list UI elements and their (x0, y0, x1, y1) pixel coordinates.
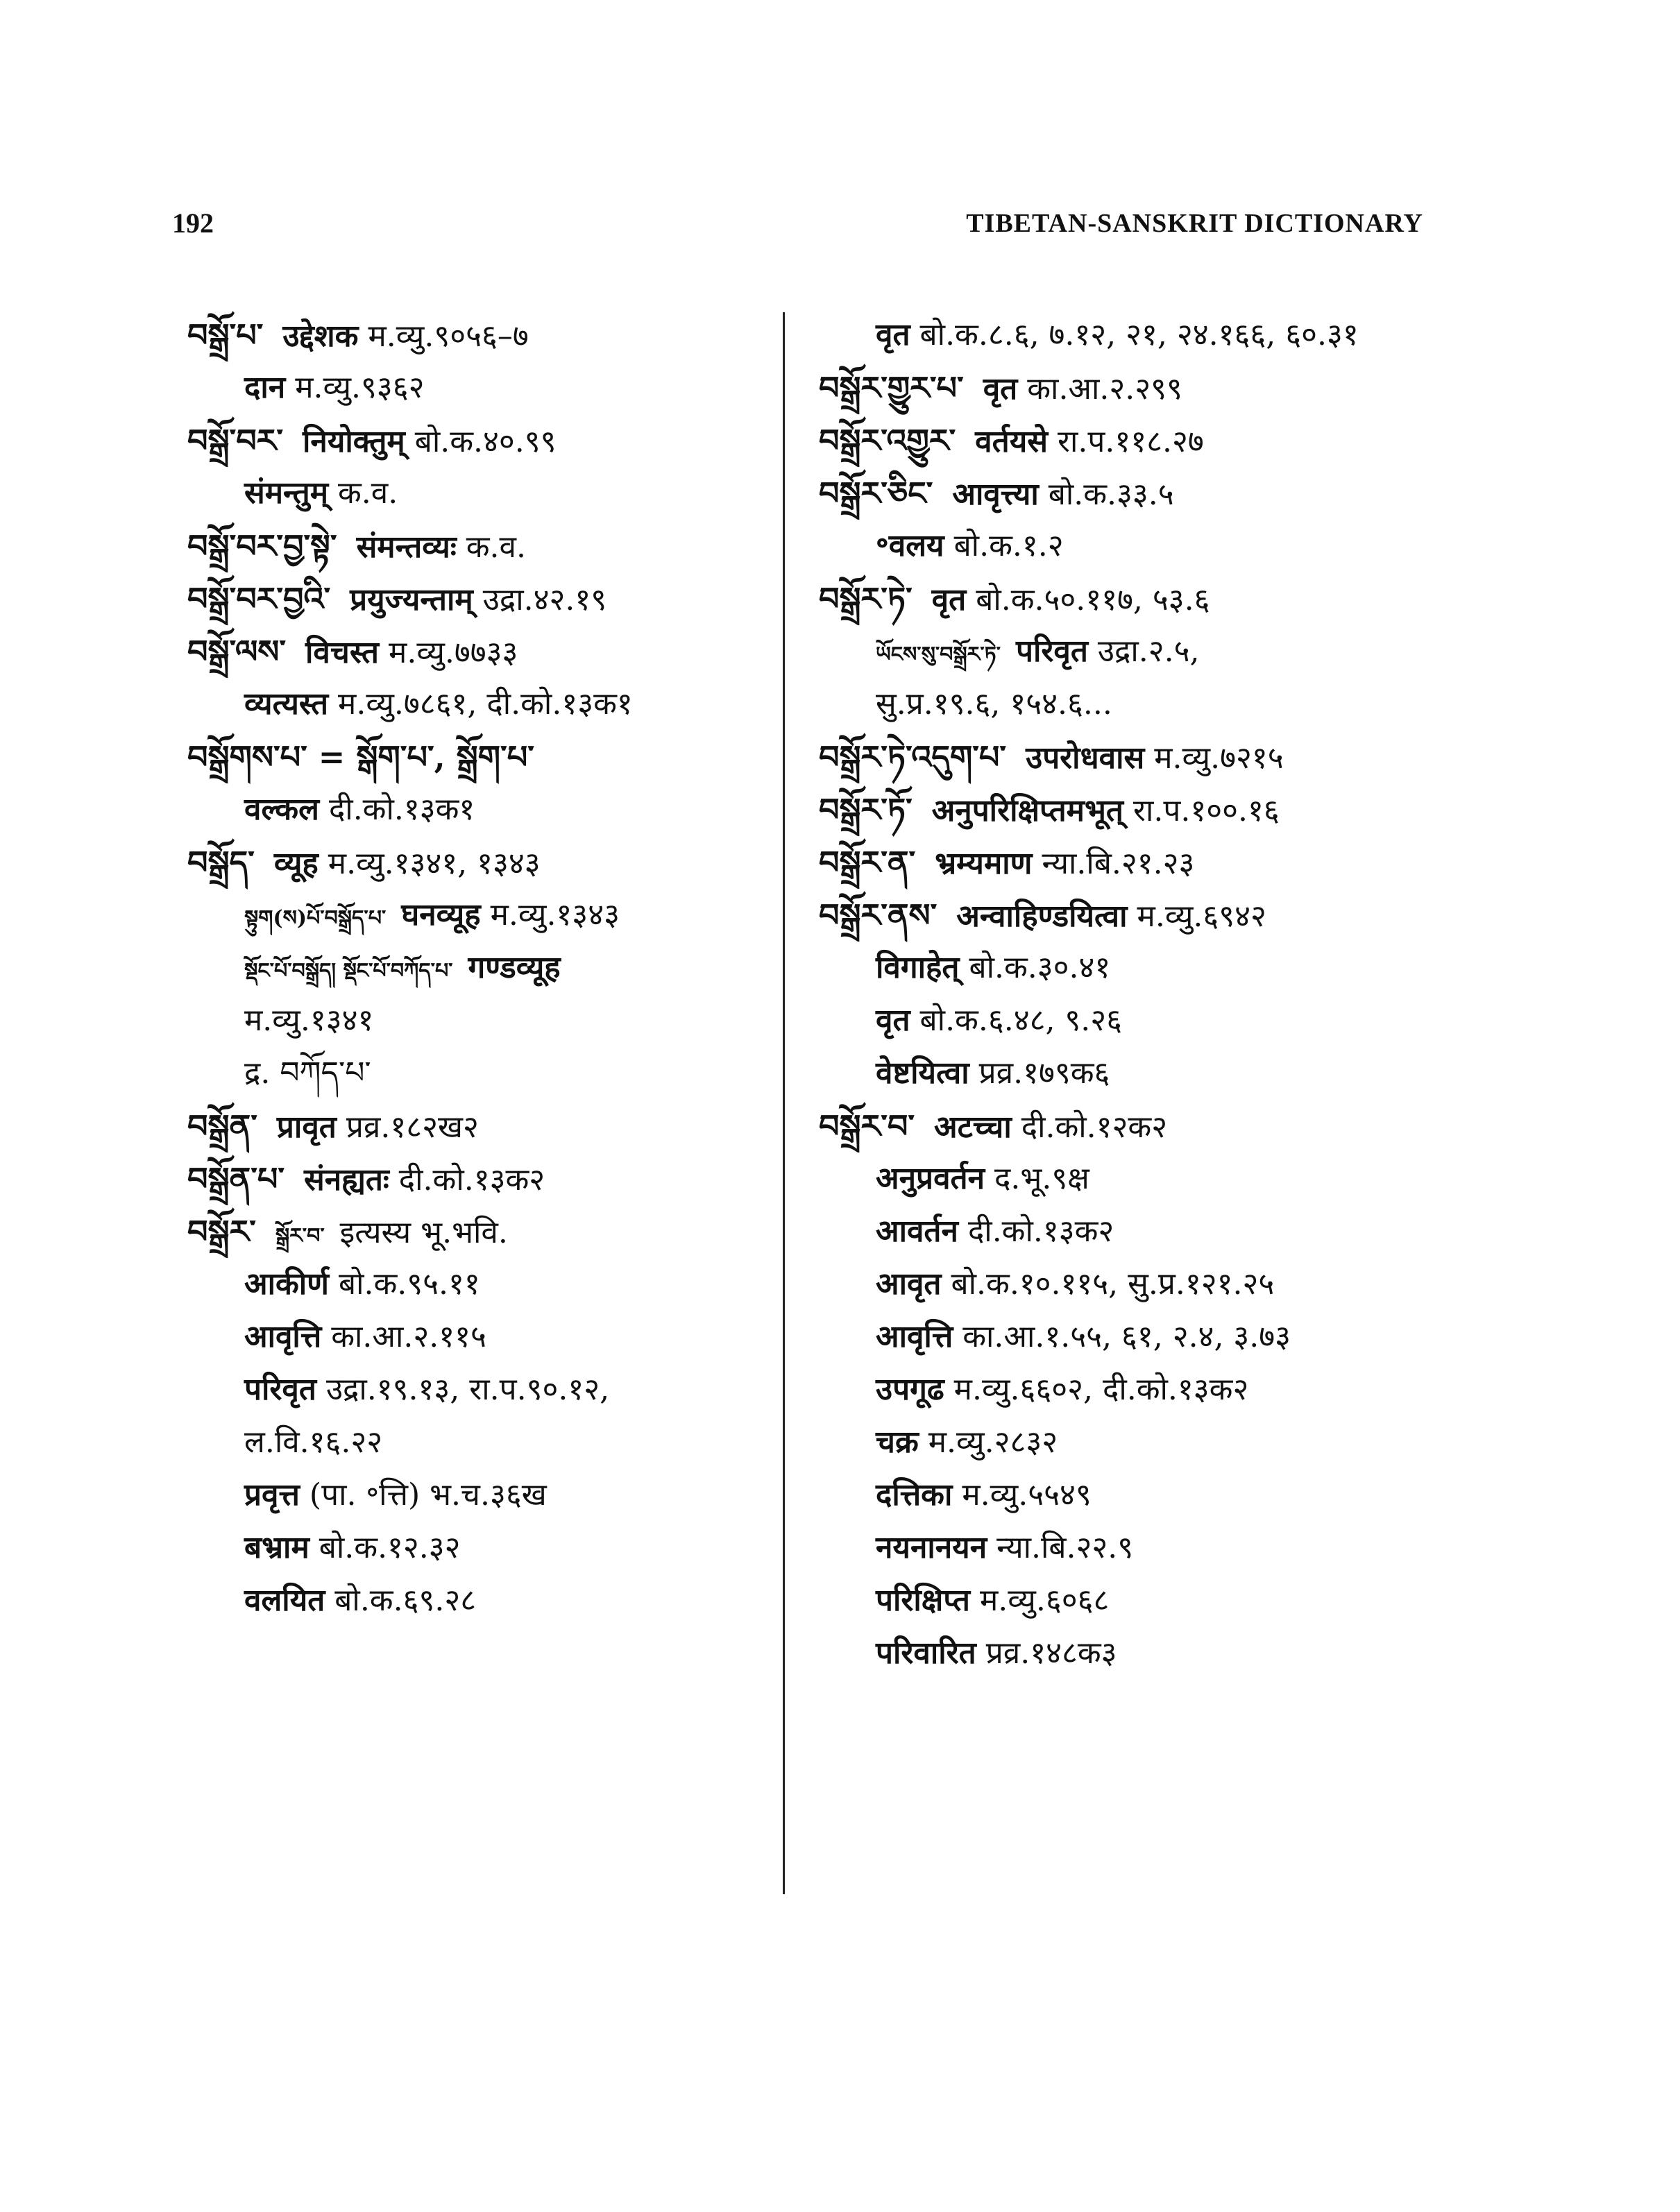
dictionary-line (187, 731, 763, 783)
tibetan-headword: བསྒྲོ་བར་བྱ་སྟེ་ (187, 527, 337, 565)
dictionary-line (819, 361, 1443, 414)
dictionary-line (819, 572, 1443, 625)
source-reference: म.व्यु.९०५६–७ (368, 318, 529, 354)
tibetan-headword: བསྒྲོར་ནས་ (819, 896, 937, 934)
source-reference: म.व्यु.७७३३ (389, 635, 518, 670)
source-reference: म.व्यु.६०६८ (979, 1583, 1110, 1618)
source-reference: क.व. (466, 529, 526, 565)
source-reference: सु.प्र.१९.६, १५४.६... (876, 686, 1112, 722)
right-column (819, 309, 1443, 1680)
source-reference: प्रव्र.१४८क३ (985, 1635, 1117, 1671)
dictionary-line (187, 889, 763, 942)
dictionary-line (819, 994, 1443, 1047)
dictionary-line (819, 1416, 1443, 1469)
source-reference: दी.को.१३क२ (967, 1214, 1114, 1249)
sanskrit-equivalent: विगाहेत् (876, 950, 960, 985)
dictionary-line (819, 678, 1443, 731)
source-reference: बो.क.६.४८, ९.२६ (919, 1003, 1123, 1038)
source-reference: बो.क.५०.११७, ५३.६ (976, 582, 1210, 618)
sanskrit-equivalent: अनुप्रवर्तन (876, 1161, 985, 1196)
sanskrit-equivalent: वृत (983, 371, 1018, 407)
dictionary-line (819, 414, 1443, 467)
tibetan-headword: བསྒྲོན་པ་ (187, 1160, 285, 1198)
tibetan-headword: བསྒྲོ་ལས་ (187, 633, 287, 670)
dictionary-line (819, 1469, 1443, 1522)
dictionary-line (187, 467, 763, 520)
dictionary-line (187, 1047, 763, 1100)
tibetan-headword: བསྒྲོ་བར་བྱའི་ (187, 580, 331, 618)
dictionary-line (187, 678, 763, 731)
tibetan-headword: བསྒྲོར་ཏེ་ (819, 580, 913, 618)
source-reference: क.व. (338, 475, 398, 511)
source-reference: बो.क.३०.४१ (969, 950, 1111, 985)
source-reference: रा.प.११८.२७ (1057, 424, 1204, 459)
sanskrit-equivalent: प्रावृत (276, 1109, 337, 1145)
sanskrit-equivalent: उपगूढ (876, 1372, 944, 1407)
sanskrit-equivalent: परिक्षिप्त (876, 1583, 970, 1618)
source-reference: म.व्यु.२८३२ (928, 1424, 1058, 1460)
source-reference: उद्रा.४२.१९ (482, 582, 607, 618)
source-reference: न्या.बि.२२.९ (996, 1530, 1134, 1565)
sanskrit-equivalent: व्यत्यस्त (244, 686, 329, 722)
dictionary-line (819, 1100, 1443, 1152)
sanskrit-equivalent: संनह्यतः (304, 1162, 389, 1198)
source-reference: उद्रा.२.५, (1097, 633, 1200, 669)
sanskrit-equivalent: गण्डव्यूह (468, 950, 561, 985)
dictionary-line (819, 1522, 1443, 1574)
dictionary-line (819, 309, 1443, 361)
tibetan-headword: བསྒྲོར་ཅིང་ (819, 475, 933, 512)
source-reference: म.व्यु.६९४२ (1137, 899, 1266, 934)
dictionary-line (819, 1205, 1443, 1258)
source-reference: इत्यस्य भू.भवि. (339, 1215, 508, 1250)
tibetan-compound: ཡོངས་སུ་བསྒྲོར་ཏེ་ (876, 643, 1001, 667)
sanskrit-equivalent: वेष्टयित्वा (876, 1055, 969, 1091)
dictionary-line (819, 1047, 1443, 1100)
source-reference: प्रव्र.१८२ख२ (346, 1109, 479, 1145)
source-reference: रा.प.१००.१६ (1132, 793, 1280, 828)
source-reference: बो.क.४०.९९ (414, 424, 557, 459)
sanskrit-equivalent: भ्रम्यमाण (935, 846, 1033, 881)
dictionary-line (819, 1574, 1443, 1627)
source-reference: द.भू.९क्ष (994, 1161, 1089, 1196)
dictionary-line (187, 1363, 763, 1416)
sanskrit-equivalent: बभ्राम (244, 1530, 309, 1565)
dictionary-line (187, 361, 763, 414)
dictionary-line (187, 994, 763, 1047)
dictionary-line (187, 1574, 763, 1627)
source-reference: का.आ.२.११५ (331, 1319, 486, 1354)
dictionary-line (187, 1152, 763, 1205)
sanskrit-equivalent: उद्देशक (282, 318, 359, 354)
dictionary-line (187, 942, 763, 994)
sanskrit-equivalent: नियोक्तुम् (303, 424, 405, 459)
sanskrit-equivalent: दान (244, 370, 286, 405)
sanskrit-equivalent: वलयित (244, 1583, 325, 1618)
source-reference: (पा. ॰त्ति) भ.च.३६ख (309, 1477, 547, 1513)
dictionary-line (187, 1522, 763, 1574)
source-reference: म.व्यु.९३६२ (295, 370, 425, 405)
dictionary-line (187, 1205, 763, 1258)
page-number: 192 (172, 207, 214, 239)
source-reference: दी.को.१३क२ (398, 1162, 545, 1198)
tibetan-headword: བསྒྲོར་ཏོ་ (819, 791, 913, 828)
tibetan-headword: བསྒྲོར་བ་ (819, 1107, 915, 1145)
dictionary-line (187, 836, 763, 889)
dictionary-line (819, 1258, 1443, 1311)
source-reference: दी.को.१२क२ (1021, 1109, 1168, 1145)
dictionary-line (819, 731, 1443, 783)
sanskrit-equivalent: परिवृत (1015, 633, 1088, 669)
source-reference: म.व्यु.६६०२, दी.को.१३क२ (953, 1372, 1249, 1407)
tibetan-compound: སྟུག(ས)པོ་བསྒྲོད་པ་ (244, 906, 387, 930)
source-reference: ल.वि.१६.२२ (244, 1424, 383, 1460)
sanskrit-equivalent: चक्र (876, 1424, 919, 1460)
source-reference: बो.क.९५.११ (338, 1266, 480, 1302)
source-reference: दी.को.१३क१ (328, 792, 475, 827)
dictionary-line (819, 625, 1443, 678)
tibetan-headword: བསྒྲོར་གྱུར་པ་ (819, 369, 964, 407)
tibetan-compound: སྡོང་པོ་བསྒྲོད། སྡོང་པོ་བཀོད་པ་ (244, 959, 453, 983)
dictionary-line (819, 942, 1443, 994)
tibetan-headword: བསྒྲོགས་པ་ = སྒོག་པ་, སྒྲོག་པ་ (187, 738, 534, 776)
source-reference: का.आ.२.२९९ (1027, 371, 1182, 407)
source-reference: बो.क.१.२ (953, 528, 1064, 563)
dictionary-line (187, 414, 763, 467)
dictionary-line (187, 1258, 763, 1311)
tibetan-headword: བསྒྲོར་ན་ (819, 844, 916, 881)
tibetan-headword: བསྒྲོ་བར་ (187, 422, 284, 459)
dictionary-line (187, 1416, 763, 1469)
dictionary-line (819, 836, 1443, 889)
tibetan-compound: སྒྲོར་བ་ (275, 1224, 325, 1248)
sanskrit-equivalent: व्यूह (273, 846, 319, 881)
dictionary-line (819, 520, 1443, 572)
tibetan-headword: བསྒྲོད་ (187, 844, 255, 881)
dictionary-line (187, 1100, 763, 1152)
dictionary-line (819, 889, 1443, 942)
dictionary-line (819, 1363, 1443, 1416)
dictionary-line (819, 1311, 1443, 1363)
sanskrit-equivalent: ॰वलय (876, 528, 944, 563)
sanskrit-equivalent: आवृत (876, 1266, 942, 1302)
source-reference: बो.क.३३.५ (1048, 477, 1174, 512)
tibetan-headword: བསྒྲོར་ཏེ་འདུག་པ་ (819, 738, 1007, 776)
source-reference: न्या.बि.२१.२३ (1042, 846, 1195, 881)
left-column (187, 309, 763, 1627)
dictionary-line (819, 783, 1443, 836)
sanskrit-equivalent: आवृत्ति (244, 1319, 322, 1354)
sanskrit-equivalent: आकीर्ण (244, 1266, 329, 1302)
sanskrit-equivalent: अटच्चा (934, 1109, 1012, 1145)
source-reference: म.व्यु.७८६१, दी.को.१३क१ (338, 686, 633, 722)
sanskrit-equivalent: अनुपरिक्षिप्तमभूत् (931, 793, 1123, 828)
sanskrit-equivalent: संमन्तुम् (244, 475, 328, 511)
source-reference: म.व्यु.१३४३ (490, 897, 620, 933)
running-head: TIBETAN-SANSKRIT DICTIONARY (966, 209, 1423, 238)
dictionary-line (187, 783, 763, 836)
tibetan-headword: བསྒྲོར་ (187, 1213, 256, 1250)
sanskrit-equivalent: वर्तयसे (975, 424, 1048, 459)
dictionary-line (819, 1152, 1443, 1205)
dictionary-line (187, 520, 763, 572)
dictionary-line (187, 309, 763, 361)
source-reference: द्र. བཀོད་པ་ (244, 1055, 371, 1091)
sanskrit-equivalent: अन्वाहिण्डयित्वा (956, 899, 1128, 934)
source-reference: म.व्यु.१३४१, १३४३ (328, 846, 541, 881)
sanskrit-equivalent: नयनानयन (876, 1530, 987, 1565)
sanskrit-equivalent: परिवारित (876, 1635, 976, 1671)
source-reference: बो.क.१०.११५, सु.प्र.१२१.२५ (951, 1266, 1275, 1302)
sanskrit-equivalent: प्रयुज्यन्ताम् (350, 582, 473, 618)
sanskrit-equivalent: वृत (876, 1003, 910, 1038)
sanskrit-equivalent: प्रवृत्त (244, 1477, 300, 1513)
column-divider (783, 312, 785, 1894)
sanskrit-equivalent: विचस्त (305, 635, 380, 670)
sanskrit-equivalent: वृत (876, 317, 910, 352)
sanskrit-equivalent: दत्तिका (876, 1477, 953, 1513)
source-reference: प्रव्र.१७९क६ (978, 1055, 1110, 1091)
dictionary-line (819, 467, 1443, 520)
source-reference: म.व्यु.७२१५ (1154, 740, 1284, 776)
sanskrit-equivalent: संमन्तव्यः (356, 529, 457, 565)
sanskrit-equivalent: वल्कल (244, 792, 319, 827)
dictionary-line (187, 1469, 763, 1522)
sanskrit-equivalent: उपरोधवास (1026, 740, 1145, 776)
sanskrit-equivalent: वृत (931, 582, 967, 618)
sanskrit-equivalent: परिवृत (244, 1372, 316, 1407)
source-reference: बो.क.६९.२८ (334, 1583, 477, 1618)
sanskrit-equivalent: घनव्यूह (401, 897, 481, 933)
dictionary-line (187, 1311, 763, 1363)
sanskrit-equivalent: आवृत्ति (876, 1319, 953, 1354)
dictionary-line (187, 625, 763, 678)
tibetan-headword: བསྒྲོ་པ་ (187, 316, 264, 354)
source-reference: उद्रा.१९.१३, रा.प.९०.१२, (325, 1372, 610, 1407)
sanskrit-equivalent: आवृत्त्या (952, 477, 1039, 512)
source-reference: म.व्यु.५५४९ (962, 1477, 1092, 1513)
source-reference: बो.क.१२.३२ (319, 1530, 461, 1565)
tibetan-headword: བསྒྲོར་འགྱུར་ (819, 422, 956, 459)
source-reference: म.व्यु.१३४१ (244, 1003, 374, 1038)
dictionary-line (187, 572, 763, 625)
sanskrit-equivalent: आवर्तन (876, 1214, 958, 1249)
source-reference: का.आ.१.५५, ६१, २.४, ३.७३ (962, 1319, 1291, 1354)
tibetan-headword: བསྒྲོན་ (187, 1107, 257, 1145)
source-reference: बो.क.८.६, ७.१२, २१, २४.१६६, ६०.३१ (919, 317, 1359, 352)
dictionary-line (819, 1627, 1443, 1680)
